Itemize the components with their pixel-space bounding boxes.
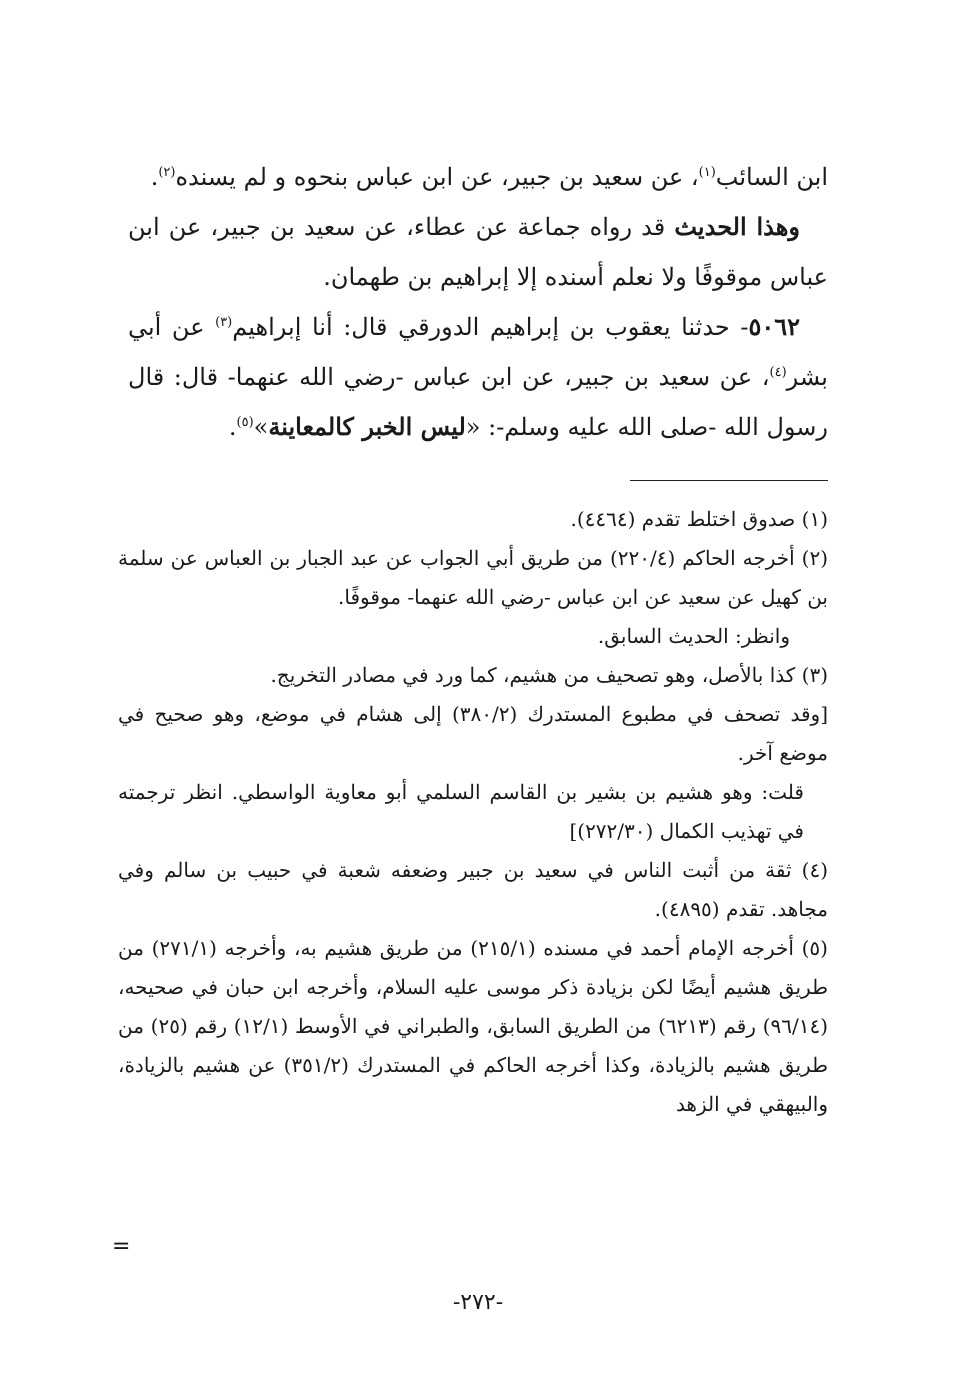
page-number: -٢٧٢- <box>452 1290 504 1315</box>
footnote-ref-1: (١) <box>698 165 716 180</box>
footnote-4: (٤) ثقة من أثبت الناس في سعيد بن جبير وضعفه شعبة في حبيب بن سالم وفي مجاهد. تقدم (٤٨٩٥). <box>118 858 828 921</box>
footnote-ref-5: (٥) <box>236 415 254 430</box>
footnote-3: (٣) كذا بالأصل، وهو تصحيف من هشيم، كما ورد في مصادر التخريج. <box>270 663 828 687</box>
footnotes <box>118 500 828 1124</box>
hadith-number: ٥٠٦٢ <box>748 312 801 341</box>
footnote-2-see: وانظر: الحديث السابق. <box>597 624 790 648</box>
paragraph-1: ابن السائب$^{(١)}$، عن سعيد بن جبير، عن ابن عباس بنحوه و لم يسنده$^{(٢)}$. <box>150 163 828 191</box>
footnote-3-note: قلت: وهو هشيم بن بشير بن القاسم السلمي أبو معاوية الواسطي. انظر ترجمته في تهذيب الكمال (٢٧٢/٣٠)] <box>118 780 804 843</box>
footnote-ref-4: (٤) <box>769 365 787 380</box>
footnote-5: (٥) أخرجه الإمام أحمد في مسنده (٢١٥/١) من طريق هشيم به، وأخرجه (٢٧١/١) من طريق هشيم أيضًا لكن بزيادة ذكر موسى عليه السلام، وأخرجه ابن حبان في صحيحه، (٩٦/١٤) رقم (٦٢١٣) من الطريق السابق، والطبراني في الأوسط (١٢/١) رقم (٢٥) من طريق هشيم بالزيادة، وكذا أخرجه الحاكم في المستدرك (٣٥١/٢) عن هشيم بالزيادة، والبيهقي في الزهد <box>118 936 829 1116</box>
footnote-3-bracket: [وقد تصحف في مطبوع المستدرك (٣٨٠/٢) إلى هشام في موضع، وهو صحيح في موضع آخر. <box>118 702 829 765</box>
footnote-ref-3: (٣) <box>215 315 233 330</box>
footnote-ref-2: (٢) <box>158 165 176 180</box>
continuation-mark: = <box>112 1234 131 1259</box>
footnote-1: (١) صدوق اختلط تقدم (٤٤٦٤). <box>570 507 828 531</box>
hadith-quote: ليس الخبر كالمعاينة <box>268 412 466 441</box>
hadith-paragraph: ٥٠٦٢- حدثنا يعقوب بن إبراهيم الدورقي قال: أنا إبراهيم$^{(٣)}$ عن أبي بشر$^{(٤)}$، عن سعيد بن جبير، عن ابن عباس -رضي الله عنهما- قال: قال رسول الله -صلى الله عليه وسلم-: «ليس الخبر كالمعاينة»$^{(٥)}$. <box>128 312 828 441</box>
main-text <box>128 152 828 452</box>
footnote-2: (٢) أخرجه الحاكم (٢٢٠/٤) من طريق أبي الجواب عن عبد الجبار بن العباس عن سلمة بن كهيل عن سعيد عن ابن عباس -رضي الله عنهما- موقوفًا. <box>118 546 828 609</box>
footnote-divider <box>630 480 828 481</box>
paragraph-2: وهذا الحديث قد رواه جماعة عن عطاء، عن سعيد بن جبير، عن ابن عباس موقوفًا ولا نعلم أسنده إلا إبراهيم بن طهمان. <box>128 212 828 291</box>
bold-lead: وهذا الحديث <box>674 212 800 241</box>
